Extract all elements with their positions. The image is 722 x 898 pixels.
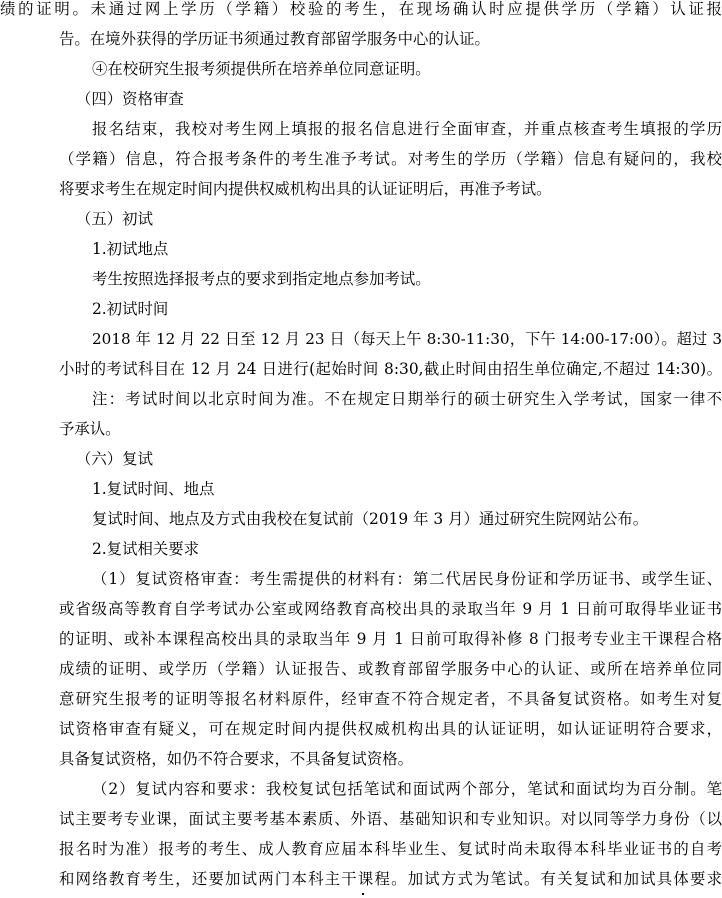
text-line: 绩的证明。未通过网上学历（学籍）校验的考生，在现场确认时应提供学历（学籍）认证报	[0, 0, 722, 18]
section-heading: （六）复试	[76, 450, 153, 468]
text-line: （2）复试内容和要求：我校复试包括笔试和面试两个部分，笔试和面试均为百分制。笔	[92, 780, 722, 798]
subsection-heading: 2.复试相关要求	[92, 540, 200, 558]
text-line: 或省级高等教育自学考试办公室或网络教育高校出具的录取当年 9 月 1 日前可取得毕业证书	[59, 600, 722, 618]
text-line: 意研究生报考的证明等报名材料原件，经审查不符合规定者，不具备复试资格。如考生对复	[59, 690, 722, 708]
text-line: 具备复试资格，如仍不符合要求，不具备复试资格。	[59, 750, 413, 768]
section-heading: （四）资格审查	[76, 90, 184, 108]
text-line: 试资格审查有疑义，可在规定时间内提供权威机构出具的认证证明，如认证证明符合要求，	[59, 720, 722, 738]
text-line: 予承认。	[59, 420, 121, 438]
page-mark	[362, 893, 364, 895]
text-line: 试主要考专业课，面试主要考基本素质、外语、基础知识和专业知识。对以同等学力身份（以	[59, 810, 722, 828]
subsection-heading: 1.复试时间、地点	[92, 480, 215, 498]
text-line: 和网络教育考生，还要加试两门本科主干课程。加试方式为笔试。有关复试和加试具体要求	[59, 870, 722, 888]
text-line: 的证明、或补本课程高校出具的录取当年 9 月 1 日前可取得补修 8 门报考专业主干课程合格	[59, 630, 722, 648]
text-line: 报名结束，我校对考生网上填报的报名信息进行全面审查，并重点核查考生填报的学历	[92, 120, 722, 138]
text-line: 注：考试时间以北京时间为准。不在规定日期举行的硕士研究生入学考试，国家一律不	[92, 390, 722, 408]
text-line: 成绩的证明、或学历（学籍）认证报告、或教育部留学服务中心的认证、或所在培养单位同	[59, 660, 722, 678]
text-line: 复试时间、地点及方式由我校在复试前（2019 年 3 月）通过研究生院网站公布。	[92, 510, 649, 528]
text-line: （学籍）信息，符合报考条件的考生准予考试。对考生的学历（学籍）信息有疑问的，我校	[59, 150, 722, 168]
text-line: 告。在境外获得的学历证书须通过教育部留学服务中心的认证。	[59, 30, 490, 48]
section-heading: （五）初试	[76, 210, 153, 228]
subsection-heading: 2.初试时间	[92, 300, 169, 318]
text-line: （1）复试资格审查：考生需提供的材料有：第二代居民身份证和学历证书、或学生证、	[92, 570, 722, 588]
text-line: 将要求考生在规定时间内提供权威机构出具的认证证明后，再准予考试。	[59, 180, 552, 198]
text-line: 考生按照选择报考点的要求到指定地点参加考试。	[92, 270, 431, 288]
text-line: 2018 年 12 月 22 日至 12 月 23 日（每天上午 8:30-11:30，下午 14:00-17:00）。超过 3	[92, 330, 722, 348]
subsection-heading: 1.初试地点	[92, 240, 169, 258]
text-line: ④在校研究生报考须提供所在培养单位同意证明。	[92, 60, 431, 78]
text-line: 小时的考试科目在 12 月 24 日进行(起始时间 8:30,截止时间由招生单位确定,不超过 14:30)。	[59, 360, 722, 378]
text-line: 报名时为准）报考的考生、成人教育应届本科毕业生、复试时尚未取得本科毕业证书的自考	[59, 840, 722, 858]
